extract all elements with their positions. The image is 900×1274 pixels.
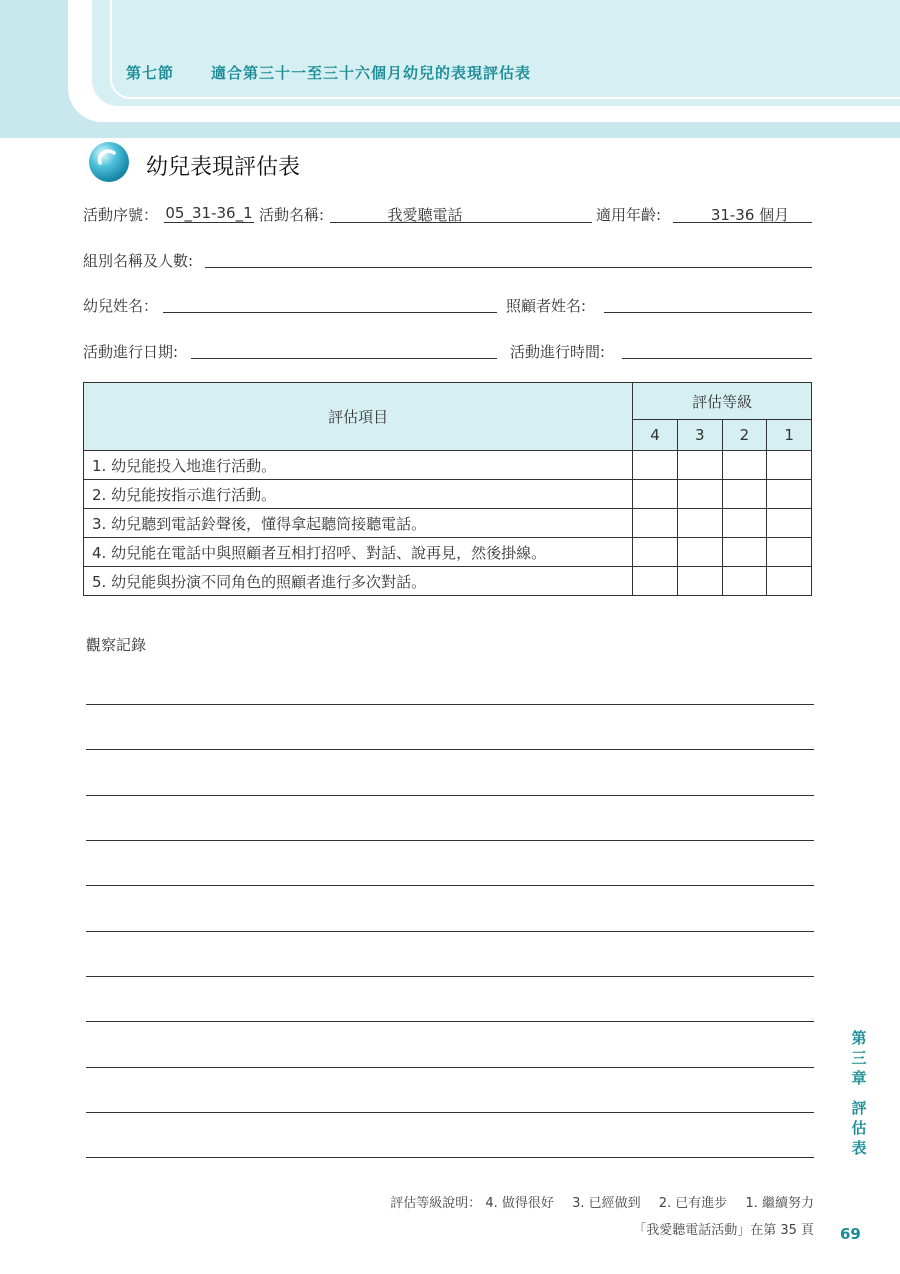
observation-line[interactable]: [86, 1157, 814, 1158]
observation-line[interactable]: [86, 840, 814, 841]
bubble-icon: [88, 141, 130, 183]
observation-line[interactable]: [86, 885, 814, 886]
observation-line[interactable]: [86, 931, 814, 932]
grade-legend: [390, 1192, 814, 1211]
legend-label: 評估等級說明：: [390, 1196, 482, 1211]
grade-cell[interactable]: [633, 538, 678, 567]
row-item-text: 2. 幼兒能按指示進行活動。: [84, 480, 633, 509]
table-row: [84, 480, 812, 509]
evaluation-table: [83, 382, 812, 596]
side-char: 第: [851, 1029, 867, 1047]
row-item-text: 3. 幼兒聽到電話鈴聲後，懂得拿起聽筒接聽電話。: [84, 509, 633, 538]
header-divider: [110, 0, 900, 99]
activity-reference: 「我愛聽電話活動」在第 35 頁: [633, 1223, 814, 1238]
time-field[interactable]: [622, 358, 812, 359]
observation-line[interactable]: [86, 1112, 814, 1113]
grade-cell[interactable]: [677, 567, 722, 596]
carer-name-label: 照顧者姓名:: [506, 297, 587, 315]
side-char: 表: [851, 1139, 867, 1157]
observation-line[interactable]: [86, 1021, 814, 1022]
date-field[interactable]: [191, 358, 497, 359]
observation-line[interactable]: [86, 795, 814, 796]
activity-no-underline: [164, 222, 254, 223]
activity-no-value: 05_31-36_1: [165, 204, 253, 222]
grade-cell[interactable]: [677, 451, 722, 480]
grade-2-header: 2: [722, 420, 767, 451]
row-item-text: 5. 幼兒能與扮演不同角色的照顧者進行多次對話。: [84, 567, 633, 596]
group-label: 組別名稱及人數:: [83, 252, 194, 270]
activity-name-label: 活動名稱:: [259, 206, 325, 224]
activity-no-label: 活動序號：: [83, 206, 159, 224]
legend-item: 1. 繼續努力: [745, 1196, 814, 1211]
table-row: [84, 451, 812, 480]
grade-cell[interactable]: [633, 567, 678, 596]
legend-item: 3. 已經做到: [572, 1196, 641, 1211]
age-label: 適用年齡:: [596, 206, 662, 224]
item-header: 評估項目: [84, 383, 633, 451]
grade-cell[interactable]: [677, 480, 722, 509]
observation-line[interactable]: [86, 1067, 814, 1068]
grade-cell[interactable]: [633, 509, 678, 538]
legend-item: 4. 做得很好: [485, 1196, 554, 1211]
legend-item: 2. 已有進步: [658, 1196, 728, 1211]
observation-line[interactable]: [86, 749, 814, 750]
observation-line[interactable]: [86, 976, 814, 977]
side-char: 章: [851, 1069, 867, 1087]
grade-4-header: 4: [633, 420, 678, 451]
table-row: [84, 567, 812, 596]
child-name-label: 幼兒姓名：: [83, 297, 159, 315]
grade-cell[interactable]: [633, 451, 678, 480]
observation-line[interactable]: [86, 704, 814, 705]
grade-cell[interactable]: [767, 480, 812, 509]
date-label: 活動進行日期:: [83, 343, 179, 361]
grade-cell[interactable]: [677, 509, 722, 538]
grade-cell[interactable]: [677, 538, 722, 567]
side-char: 評: [851, 1099, 867, 1117]
table-row: [84, 509, 812, 538]
page-number: 69: [840, 1225, 861, 1243]
grade-cell[interactable]: [633, 480, 678, 509]
grade-cell[interactable]: [767, 509, 812, 538]
side-char: 估: [851, 1119, 867, 1137]
grade-1-header: 1: [767, 420, 812, 451]
activity-name-value: 我愛聽電話: [387, 206, 463, 224]
section-label: 第七節: [126, 64, 175, 82]
section-title: 適合第三十一至三十六個月幼兒的表現評估表: [211, 64, 532, 82]
grade-cell[interactable]: [722, 509, 767, 538]
row-item-text: 4. 幼兒能在電話中與照顧者互相打招呼、對話、說再見，然後掛線。: [84, 538, 633, 567]
grade-cell[interactable]: [767, 538, 812, 567]
age-value: 31-36 個月: [710, 206, 790, 224]
group-field[interactable]: [205, 267, 812, 268]
grade-3-header: 3: [677, 420, 722, 451]
grade-cell[interactable]: [767, 567, 812, 596]
side-char: 三: [851, 1049, 867, 1067]
time-label: 活動進行時間:: [510, 343, 606, 361]
observation-title: 觀察記錄: [86, 636, 147, 654]
side-chapter-label: [850, 1028, 868, 1088]
grade-header: 評估等級: [633, 383, 812, 420]
carer-name-field[interactable]: [604, 312, 812, 313]
grade-cell[interactable]: [722, 480, 767, 509]
grade-cell[interactable]: [722, 567, 767, 596]
grade-cell[interactable]: [722, 538, 767, 567]
row-item-text: 1. 幼兒能投入地進行活動。: [84, 451, 633, 480]
side-section-label: [850, 1098, 868, 1158]
grade-cell[interactable]: [722, 451, 767, 480]
table-row: [84, 538, 812, 567]
grade-cell[interactable]: [767, 451, 812, 480]
child-name-field[interactable]: [163, 312, 497, 313]
form-title: 幼兒表現評估表: [146, 155, 301, 180]
